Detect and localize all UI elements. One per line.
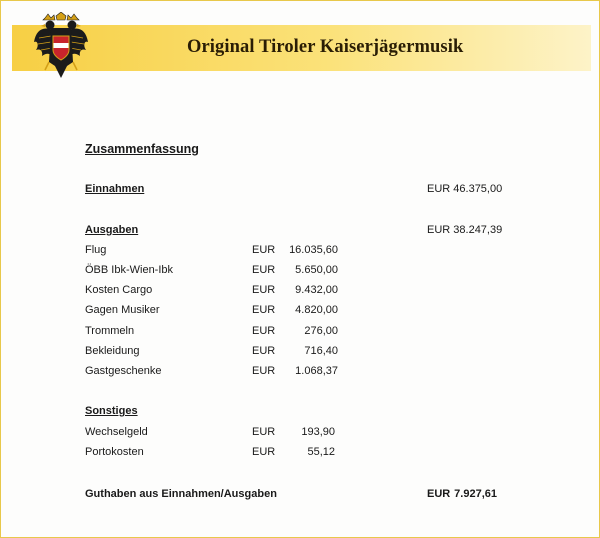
- list-item-name: Trommeln: [85, 325, 135, 337]
- list-item-currency: EUR: [252, 365, 276, 377]
- list-item-amount: 9.432,00: [295, 284, 338, 296]
- einnahmen-label: Einnahmen: [85, 183, 145, 195]
- list-item-amount: 193,90: [301, 426, 335, 438]
- list-item-name: ÖBB Ibk-Wien-Ibk: [85, 264, 174, 276]
- list-item-currency: EUR: [252, 446, 276, 458]
- list-item-currency: EUR: [252, 325, 276, 337]
- list-item-amount: 1.068,37: [295, 365, 338, 377]
- sonstiges-label: Sonstiges: [85, 405, 138, 417]
- guthaben-label: Guthaben aus Einnahmen/Ausgaben: [85, 488, 277, 500]
- list-item-amount: 5.650,00: [295, 264, 338, 276]
- list-item-currency: EUR: [252, 426, 276, 438]
- list-item-currency: EUR: [252, 284, 276, 296]
- list-item-currency: EUR: [252, 304, 276, 316]
- austrian-eagle-crest-icon: [33, 12, 89, 80]
- einnahmen-total: EUR 46.375,00: [427, 183, 503, 195]
- page-title: Original Tiroler Kaiserjägermusik: [187, 37, 464, 57]
- ausgaben-total: EUR 38.247,39: [427, 224, 503, 236]
- list-item-name: Gagen Musiker: [85, 304, 160, 316]
- summary-heading: Zusammenfassung: [85, 142, 199, 156]
- list-item-name: Kosten Cargo: [85, 284, 153, 296]
- list-item-amount: 16.035,60: [289, 244, 338, 256]
- list-item-currency: EUR: [252, 244, 276, 256]
- list-item-currency: EUR: [252, 264, 276, 276]
- list-item-amount: 55,12: [307, 446, 335, 458]
- list-item-name: Wechselgeld: [85, 426, 148, 438]
- list-item-amount: 716,40: [304, 345, 338, 357]
- ausgaben-label: Ausgaben: [85, 224, 139, 236]
- guthaben-amount: 7.927,61: [454, 488, 497, 500]
- list-item-name: Flug: [85, 244, 107, 256]
- list-item-name: Portokosten: [85, 446, 144, 458]
- list-item-name: Gastgeschenke: [85, 365, 162, 377]
- guthaben-currency: EUR: [427, 488, 451, 500]
- list-item-amount: 4.820,00: [295, 304, 338, 316]
- list-item-amount: 276,00: [304, 325, 338, 337]
- list-item-currency: EUR: [252, 345, 276, 357]
- list-item-name: Bekleidung: [85, 345, 140, 357]
